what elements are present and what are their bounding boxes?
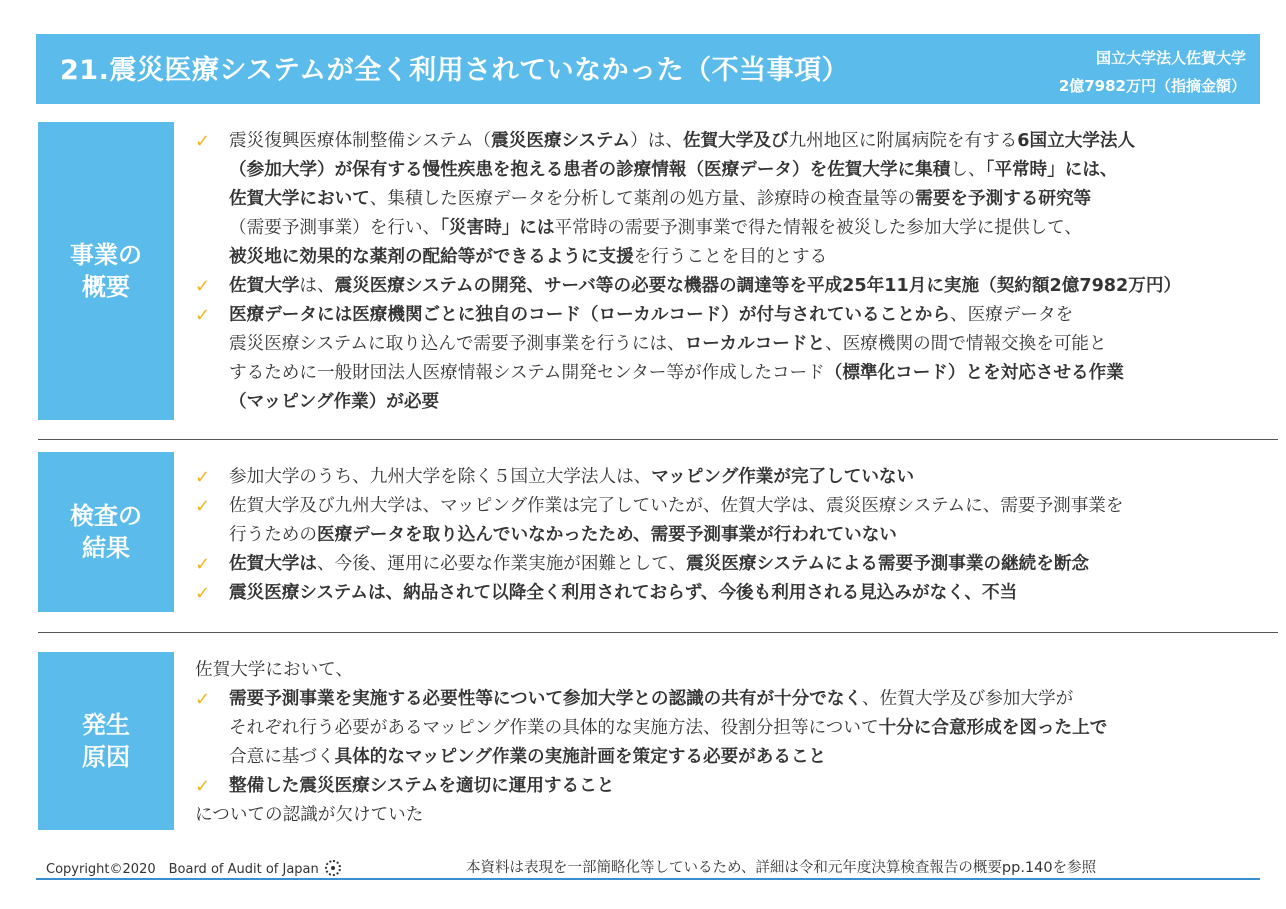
text-segment: それぞれ行う必要があるマッピング作業の具体的な実施方法、役割分担等について <box>229 718 879 738</box>
check-icon: ✓ <box>195 496 211 517</box>
text-segment: 被災地に効果的な薬剤の配給等ができるように支援 <box>229 247 634 267</box>
text-segment: 参加大学のうち、九州大学を除く５国立大学法人は、 <box>229 467 652 487</box>
text-segment: 佐賀大学及び <box>682 131 789 151</box>
causes-intro: 佐賀大学において、 <box>195 660 353 680</box>
bullet-line <box>195 685 1275 714</box>
text-segment: 合意に基づく <box>229 747 335 767</box>
bullet-line <box>195 359 1275 388</box>
text-segment: するために一般財団法人医療情報システム開発センター等が作成したコード <box>229 363 825 383</box>
bullet-line <box>195 330 1275 359</box>
check-icon: ✓ <box>195 554 211 575</box>
results-label: 検査の 結果 <box>38 452 174 612</box>
text-segment: 、佐賀大学及び参加大学が <box>862 689 1074 709</box>
text-segment: （需要予測事業）を行い、 <box>229 218 441 238</box>
text-segment: 佐賀大学 <box>229 276 300 296</box>
board-seal-icon <box>325 860 341 876</box>
text-segment: ）は、 <box>630 131 683 151</box>
text-segment: 震災医療システムに取り込んで需要予測事業を行うには、 <box>229 334 685 354</box>
text-segment: 具体的なマッピング作業の実施計画を策定する必要があること <box>334 747 827 767</box>
text-segment: 佐賀大学及び九州大学は、マッピング作業は完了していたが、佐賀大学は、震災医療システムに、需要予測事業を <box>229 496 1124 516</box>
bullet-line <box>195 579 1275 608</box>
text-segment: マッピング作業が完了していない <box>651 467 915 487</box>
bullet-line <box>195 127 1275 156</box>
check-icon: ✓ <box>195 689 211 710</box>
bullet-line <box>195 243 1275 272</box>
text-segment: 整備した震災医療システムを適切に運用すること <box>229 776 615 796</box>
organization-name: 国立大学法人佐賀大学 <box>1095 49 1246 67</box>
text-segment: 佐賀大学は <box>229 554 317 574</box>
footer-rule <box>36 878 1260 880</box>
bullet-line <box>195 463 1275 492</box>
bullet-line <box>195 743 1275 772</box>
indicated-amount: 2億7982万円（指摘金額） <box>1058 77 1246 95</box>
check-icon: ✓ <box>195 583 211 604</box>
bullet-line <box>195 492 1275 521</box>
footer-note: 本資料は表現を一部簡略化等しているため、詳細は令和元年度決算検査報告の概要pp.140を参照 <box>466 860 1097 876</box>
text-segment: （参加大学）が保有する慢性疾患を抱える患者の診療情報（医療データ）を佐賀大学に集積 <box>229 160 951 180</box>
text-segment: 、医療データを <box>950 305 1074 325</box>
bullet-line <box>195 185 1275 214</box>
text-segment: 需要予測事業を実施する必要性等について参加大学との認識の共有が十分でなく <box>229 689 863 709</box>
text-segment: ローカルコードと <box>684 334 826 354</box>
overview-label: 事業の 概要 <box>38 122 174 420</box>
page-title: 21.震災医療システムが全く利用されていなかった（不当事項） <box>60 55 850 86</box>
text-segment: 行うための <box>229 525 317 545</box>
text-segment: 医療データには医療機関ごとに独自のコード（ローカルコード）が付与されていることから <box>229 305 950 325</box>
text-segment: 平常時の需要予測事業で得た情報を被災した参加大学に提供して、 <box>554 218 1082 238</box>
overview-section <box>195 127 1275 417</box>
bullet-line <box>195 714 1275 743</box>
bullet-line <box>195 388 1275 417</box>
text-segment: 、今後、運用に必要な作業実施が困難として、 <box>316 554 687 574</box>
causes-section <box>195 656 1275 830</box>
causes-outro: についての認識が欠けていた <box>195 805 424 825</box>
text-segment: （標準化コード）とを対応させる作業 <box>824 363 1124 383</box>
text-segment: 十分に合意形成を図った上で <box>878 718 1108 738</box>
results-section <box>195 463 1275 608</box>
text-segment: 震災医療システムの開発、サーバ等の必要な機器の調達等を平成25年11月に実施（契約額2億7982万円） <box>334 276 1182 296</box>
bullet-line <box>195 272 1275 301</box>
text-segment: 震災医療システムによる需要予測事業の継続を断念 <box>686 554 1090 574</box>
text-segment: 「平常時」には、 <box>985 160 1118 180</box>
title-banner <box>36 34 1260 104</box>
check-icon: ✓ <box>195 305 211 326</box>
bullet-line <box>195 772 1275 801</box>
text-segment: し、 <box>950 160 986 180</box>
text-segment: 、集積した医療データを分析して薬剤の処方量、診療時の検査量等の <box>369 189 916 209</box>
text-segment: 6国立大学法人 <box>1017 131 1136 151</box>
text-segment: 震災医療システムは、納品されて以降全く利用されておらず、今後も利用される見込みがなく、不当 <box>229 583 1018 603</box>
bullet-line <box>195 301 1275 330</box>
text-segment: 需要を予測する研究等 <box>915 189 1092 209</box>
text-segment: 「災害時」には <box>440 218 555 238</box>
section-divider <box>38 439 1278 440</box>
text-segment: 震災医療システム <box>491 131 631 151</box>
organization-info <box>1059 44 1246 100</box>
causes-label: 発生 原因 <box>38 652 174 830</box>
text-segment: を行うことを目的とする <box>633 247 828 267</box>
text-segment: は、 <box>299 276 335 296</box>
check-icon: ✓ <box>195 467 211 488</box>
text-segment: 震災復興医療体制整備システム（ <box>229 131 492 151</box>
text-segment: 医療データを取り込んでいなかったため、需要予測事業が行われていない <box>316 525 897 545</box>
bullet-line <box>195 550 1275 579</box>
check-icon: ✓ <box>195 776 211 797</box>
section-divider <box>38 632 1278 633</box>
check-icon: ✓ <box>195 131 211 152</box>
text-segment: 佐賀大学において <box>229 189 370 209</box>
text-segment: 、医療機関の間で情報交換を可能と <box>825 334 1107 354</box>
text-segment: 九州地区に附属病院を有する <box>788 131 1018 151</box>
text-segment: （マッピング作業）が必要 <box>229 392 440 412</box>
bullet-line <box>195 214 1275 243</box>
copyright: Copyright©2020 Board of Audit of Japan <box>46 858 341 877</box>
bullet-line <box>195 521 1275 550</box>
check-icon: ✓ <box>195 276 211 297</box>
bullet-line <box>195 156 1275 185</box>
